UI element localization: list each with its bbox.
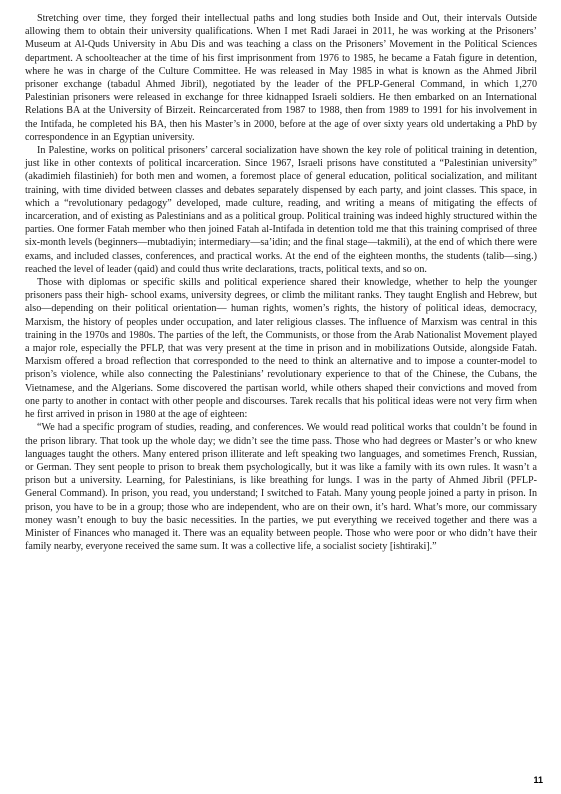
paragraph-knowledge-sharing: Those with diplomas or specific skills and political experience shared their knowledge, whether to help the younger prisoners pass their high- school exams, university degrees, or climb the militant ranks. They taught English and Hebrew, but also—depending on their political orientation— human rights, women’s rights, the history of political ideas, democracy, Marxism, the history of peoples under occupation, and later religious classes. The influence of Marxism was central in this training in the 1970s and 1980s. The parties of the left, the Communists, or those from the Arab Nationalist Movement played a major role, especially the PFLP, that was very present at the time in prison and in mobilizations Outside, alongside Fatah. Marxism offered a broad reflection that corresponded to the need to think an alternative and to impose a counter-model to prison’s violence, while also connecting the Palestinians’ revolutionary experience to that of the Chinese, the Cubans, the Vietnamese, and the Algerians. Some discovered the partisan world, while others shaped their convictions and moved from one party to another in contact with other people and discourses. Tarek recalls that his political ideas were not very firm when he first arrived in prison in 1980 at the age of eighteen: [25, 277, 537, 421]
paragraph-radi-jaraei: Stretching over time, they forged their intellectual paths and long studies both Inside and Out, their intervals Outside allowing them to obtain their university qualifications. When I met Radi Jaraei in 2011, he was working at the Prisoners’ Museum at Al-Quds University in Abu Dis and was teaching a class on the Prisoners’ Movement in the Political Sciences department. A schoolteacher at the time of his first imprisonment from 1976 to 1985, he became a Fatah figure in detention, where he was in charge of the Culture Committee. He was released in May 1985 in what is known as the Ahmed Jibril prisoner exchange (tabadul Ahmed Jibril), negotiated by the leader of the PFLP-General Command, in which 1,270 Palestinian prisoners were released in exchange for three kidnapped Israeli soldiers. He then embarked on an International Relations BA at the University of Birzeit. Reincarcerated from 1987 to 1988, then from 1989 to 1991 for his involvement in the Intifada, he completed his BA, then his Master’s in 2000, before at the age of over sixty years old undertaking a PhD by correspondence in an Egyptian university. [25, 13, 537, 143]
page-number: 11 [533, 775, 543, 785]
page-body [25, 12, 537, 553]
paragraph-political-training: In Palestine, works on political prisoners’ carceral socialization have shown the key role of political training in detention, just like in other contexts of political incarceration. Since 1967, Israeli prisons have constituted a “Palestinian university” (akadimieh filastinieh) for both men and women, a foremost place of general education, political socialization, and militant training, with time divided between classes and debates separately dispensed by each party, and joint classes. This space, in which a “revolutionary pedagogy” developed, made culture, reading, and writing a means of mitigating the effects of incarceration, and of existing as Palestinians and as a political group. Political training was indeed highly structured within the parties. One former Fatah member who then joined Fatah al-Intifada in detention told me that this training comprised of three six-month levels (beginners—mubtadiyin; intermediary—sa’idin; and the final stage—takmili), at the end of which there were exams, and included classes, conferences, and practical works. At the end of the eighteen months, the students (talib—sing.) reached the level of leader (qaid) and could thus write declarations, tracts, political texts, and so on. [25, 145, 537, 275]
block-quote-tarek: “We had a specific program of studies, reading, and conferences. We would read political works that couldn’t be found in the prison library. That took up the whole day; we didn’t see the time pass. Those who had degrees or Master’s or who knew languages taught the others. Many entered prison illiterate and left speaking two languages, and sometimes French, Russian, or German. They sent people to prison to break them psychologically, but it was like a family with its own rules. It wasn’t a prison but a university. Learning, for Palestinians, is like breathing for lungs. I was in the party of Ahmed Jibril (PFLP-General Command). In prison, you read, you understand; I switched to Fatah. Many young people joined a party in prison. In prison, you have to be in a group; those who are independent, who are on their own, it’s hard. What’s more, our commissary money wasn’t enough to buy the basic necessities. In the parties, we put everything we received together and there was a Minister of Finances who managed it. There was an equality between people. Those who were poor or who didn’t have their family nearby, everyone received the same sum. It was a collective life, a socialist society [ishtiraki].” [25, 422, 537, 553]
